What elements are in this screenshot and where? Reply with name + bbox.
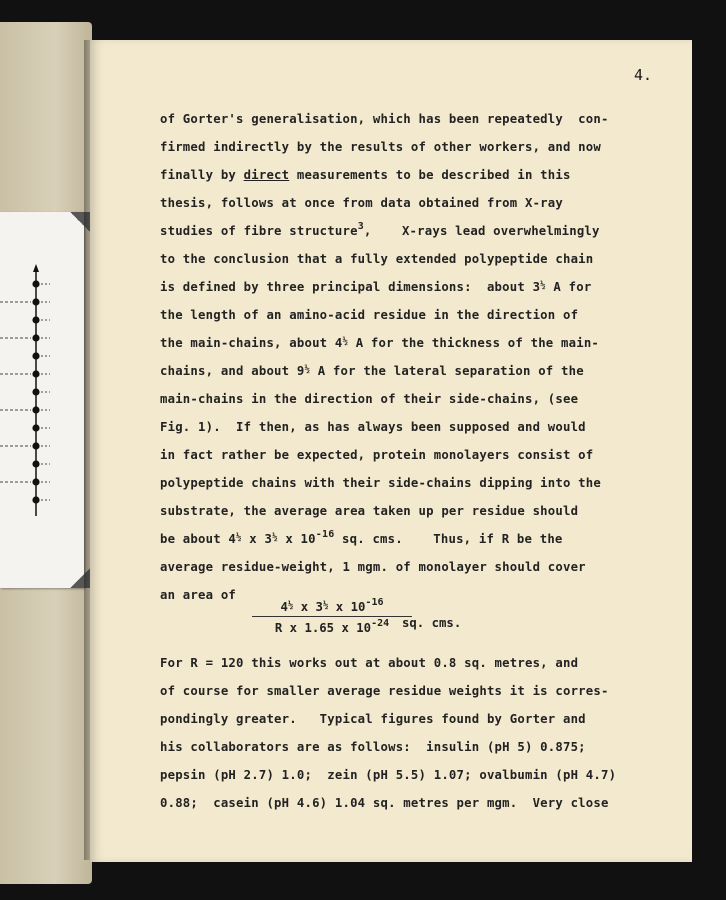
- chain-node: [32, 388, 39, 395]
- chain-node: [32, 478, 39, 485]
- fraction-bar: [252, 616, 412, 617]
- text-line: substrate, the average area taken up per residue should: [160, 504, 579, 518]
- chain-node: [32, 280, 39, 287]
- area-formula: [252, 597, 412, 635]
- text-line: main-chains in the direction of their side-chains, (see: [160, 392, 579, 406]
- formula-unit: sq. cms.: [402, 616, 462, 630]
- text-line: polypeptide chains with their side-chains dipping into the: [160, 476, 601, 490]
- chain-node: [32, 442, 39, 449]
- footnote-ref: 3: [357, 221, 364, 232]
- text-line: thesis, follows at once from data obtained from X-ray: [160, 196, 563, 210]
- text-line: chains, and about $9^{\frac{1}{2}}$ A for the lateral separation of the: [160, 364, 584, 378]
- chain-node: [32, 460, 39, 467]
- chain-nodes: [0, 264, 50, 504]
- text-line: of Gorter's generalisation, which has been repeatedly con-: [160, 112, 609, 126]
- chain-node: [32, 334, 39, 341]
- chain-node: [32, 316, 39, 323]
- chain-node: [32, 352, 39, 359]
- chain-node: [32, 370, 39, 377]
- page-number: 4.: [634, 66, 653, 84]
- formula-denominator: R x 1.65 x $10^{-24}$: [274, 618, 390, 635]
- text-line: of course for smaller average residue weights it is corres-: [160, 684, 609, 698]
- text-line: his collaborators are as follows: insulin (pH 5) 0.875;: [160, 740, 586, 754]
- text-line: be about $4^{\frac{1}{2}}$ x $3^{\frac{1}{2}}$ x $10^{-16}$ sq. cms. Thus, if R be the: [160, 529, 563, 546]
- text-line: in fact rather be expected, protein monolayers consist of: [160, 448, 594, 462]
- text-line: firmed indirectly by the results of other workers, and now: [160, 140, 601, 154]
- text-line: Fig. 1). If then, as has always been supposed and would: [160, 420, 586, 434]
- formula-numerator: $4^{\frac{1}{2}}$ x $3^{\frac{1}{2}}$ x $10^{-16}$: [280, 597, 384, 614]
- text-line: the length of an amino-acid residue in the direction of: [160, 308, 579, 322]
- chain-node: [32, 298, 39, 305]
- text-line: to the conclusion that a fully extended polypeptide chain: [160, 252, 594, 266]
- text-line: pondingly greater. Typical figures found by Gorter and: [160, 712, 586, 726]
- text-line: the main-chains, about $4^{\frac{1}{2}}$ A for the thickness of the main-: [160, 336, 600, 350]
- chain-node: [32, 496, 39, 503]
- chain-node: [32, 424, 39, 431]
- chain-tip-arrow: [33, 264, 39, 272]
- text-line: is defined by three principal dimensions: about $3^{\frac{1}{2}}$ A for: [160, 280, 592, 294]
- text-line: an area of: [160, 588, 237, 602]
- text-line: 0.88; casein (pH 4.6) 1.04 sq. metres per mgm. Very close: [160, 796, 609, 810]
- chain-diagram: [0, 212, 84, 588]
- text-line: pepsin (pH 2.7) 1.0; zein (pH 5.5) 1.07; ovalbumin (pH 4.7): [160, 768, 617, 782]
- underlined-word: direct: [243, 168, 290, 182]
- chain-node: [32, 406, 39, 413]
- text-line: studies of fibre structure$^3$, X-rays lead overwhelmingly: [160, 221, 600, 238]
- text-line: finally by direct measurements to be described in this: [160, 168, 571, 182]
- text-line: For R = 120 this works out at about 0.8 sq. metres, and: [160, 656, 579, 670]
- text-line: average residue-weight, 1 mgm. of monolayer should cover: [160, 560, 586, 574]
